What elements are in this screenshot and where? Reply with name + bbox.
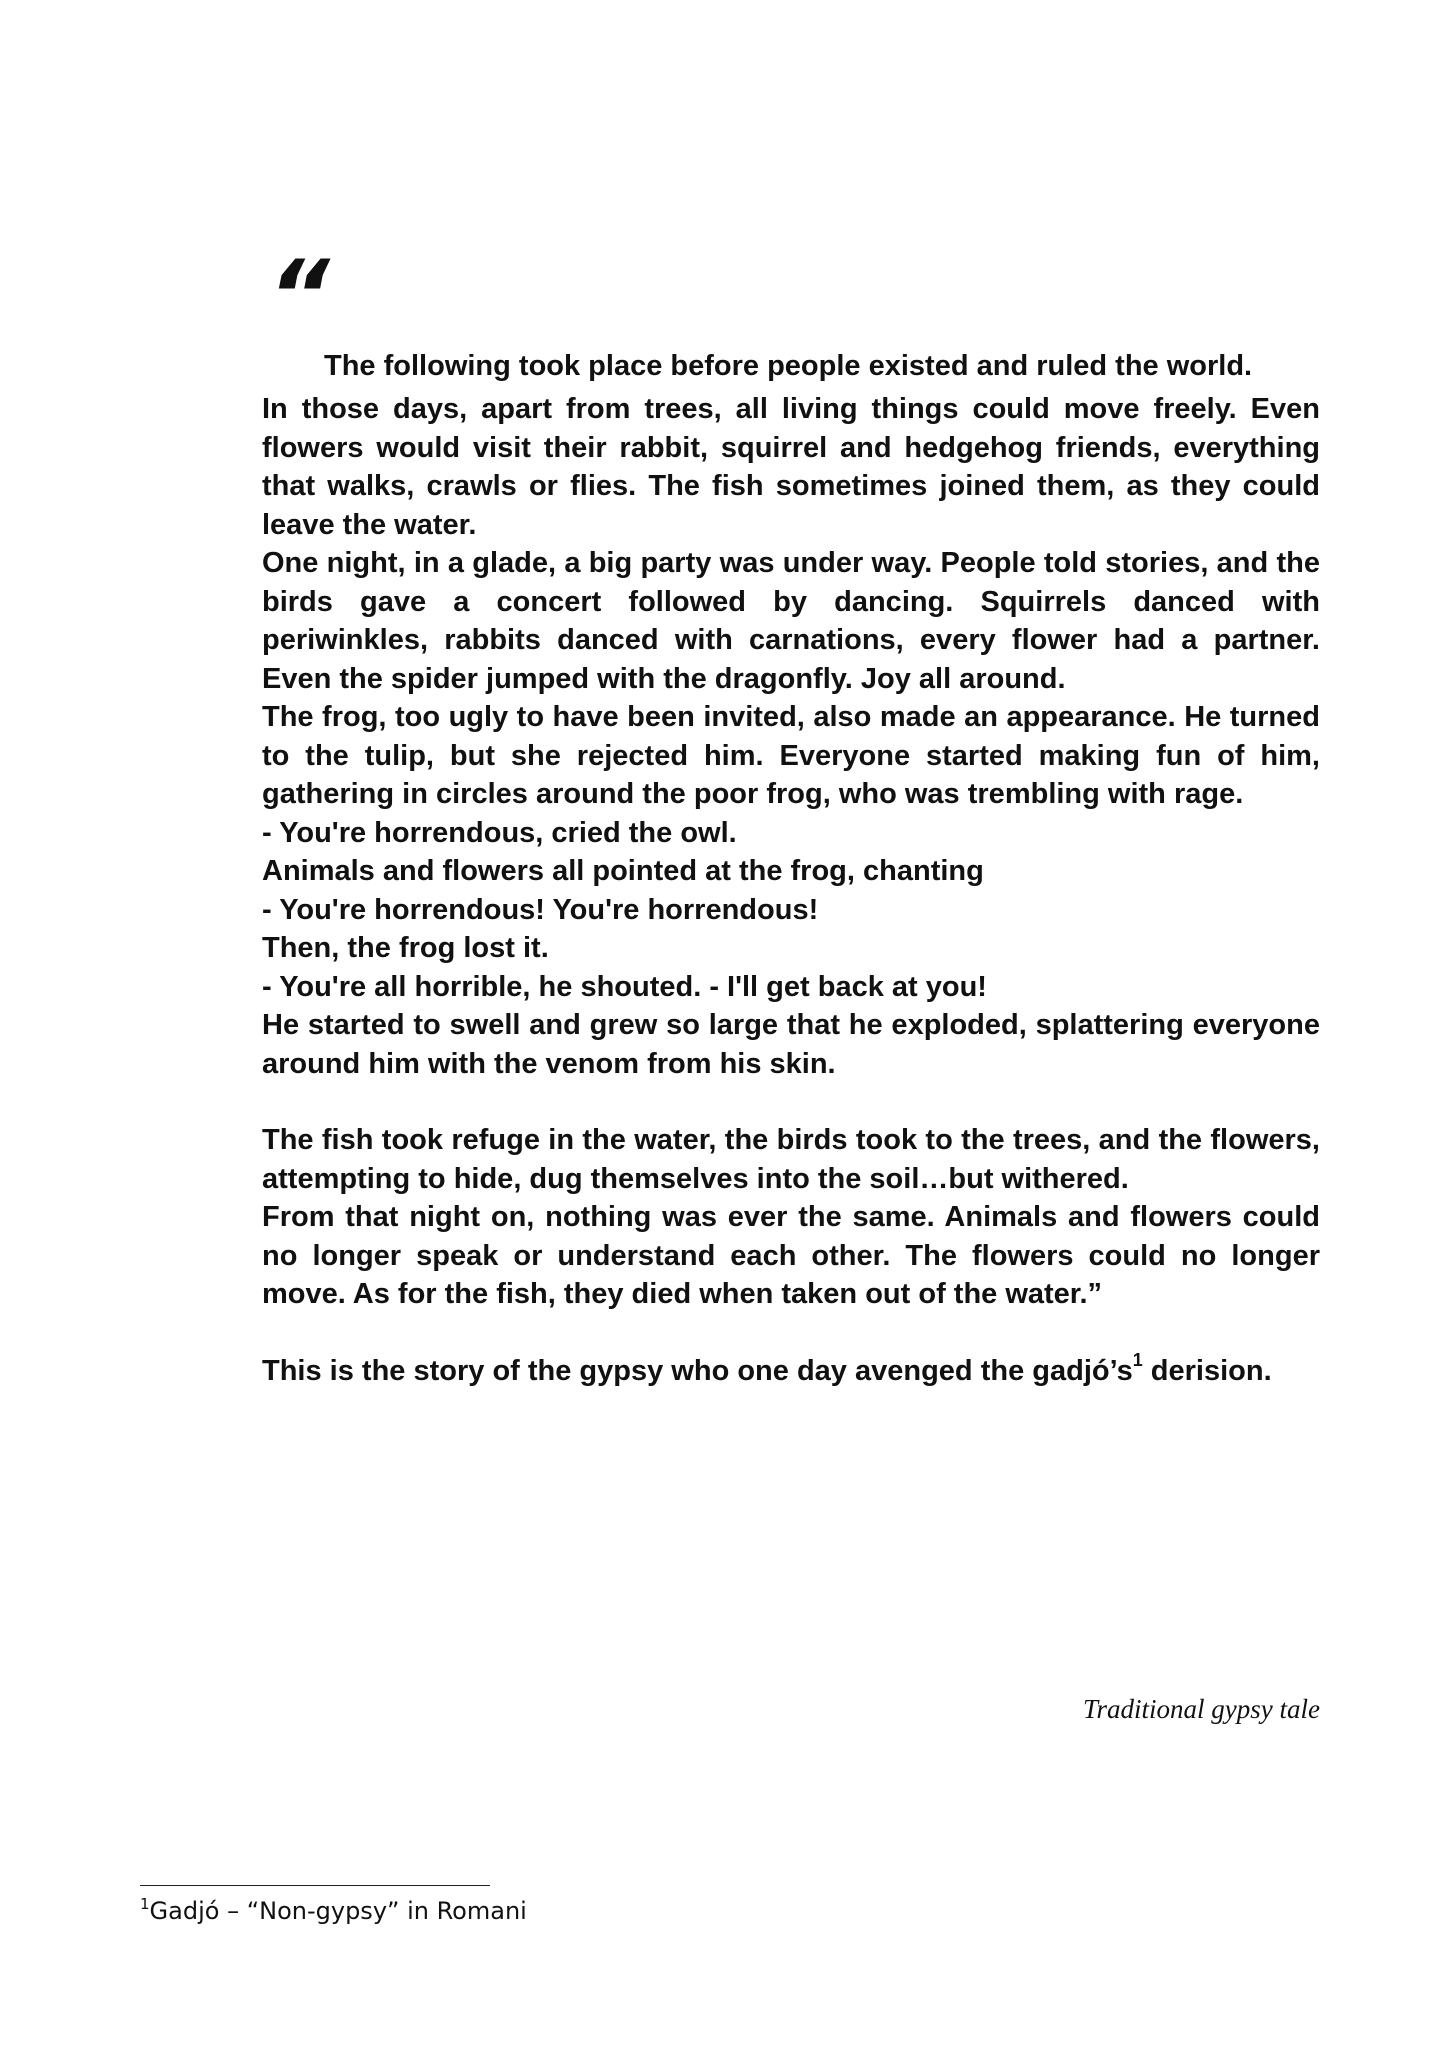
- story-paragraph-2: In those days, apart from trees, all living things could move freely. Even flowers would visit their rabbit, squirrel and hedgehog friends, everything that walks, crawls or flies. The fish sometimes joined them, as they could leave the water.: [262, 393, 1320, 541]
- story-body: [262, 336, 1320, 1390]
- footnote-reference: 1: [1132, 1349, 1143, 1370]
- story-dialogue-chant: - You're horrendous! You're horrendous!: [262, 893, 819, 926]
- story-closing-line: [262, 1349, 1320, 1391]
- footnote-text: Gadjó – “Non-gypsy” in Romani: [149, 1897, 527, 1925]
- opening-quote-mark: “: [268, 240, 330, 352]
- story-paragraph-3: One night, in a glade, a big party was under way. People told stories, and the birds gave a concert followed by dancing. Squirrels danced with periwinkles, rabbits danced with carnations, every flower had a partner. Even the spider jumped with the dragonfly. Joy all around.: [262, 547, 1320, 695]
- closing-line-end: derision.: [1150, 1354, 1272, 1387]
- story-paragraph-4: The frog, too ugly to have been invited, also made an appearance. He turned to the tulip, but she rejected him. Everyone started making fun of him, gathering in circles around the poor frog, who was trembling with rage.: [262, 701, 1320, 810]
- story-paragraph-ending: From that night on, nothing was ever the same. Animals and flowers could no longer speak or understand each other. The flowers could no longer move. As for the fish, they died when taken out of the water.”: [262, 1201, 1320, 1310]
- closing-line-text: This is the story of the gypsy who one day avenged the gadjó’s: [262, 1354, 1133, 1387]
- story-paragraph-1: The following took place before people existed and ruled the world.: [324, 350, 1253, 382]
- story-dialogue-owl: - You're horrendous, cried the owl.: [262, 816, 737, 849]
- story-paragraph-chanting: Animals and flowers all pointed at the frog, chanting: [262, 855, 984, 887]
- story-paragraph-frog-lost-it: Then, the frog lost it.: [262, 932, 549, 964]
- story-paragraph-refuge: The fish took refuge in the water, the birds took to the trees, and the flowers, attempting to hide, dug themselves into the soil…but withered.: [262, 1124, 1320, 1195]
- attribution: Traditional gypsy tale: [1082, 1694, 1320, 1724]
- footnote: [140, 1897, 527, 1925]
- footnote-divider: [140, 1885, 490, 1886]
- story-dialogue-frog: - You're all horrible, he shouted. - I'll get back at you!: [262, 970, 987, 1003]
- footnote-marker: 1: [140, 1895, 150, 1913]
- story-paragraph-explosion: He started to swell and grew so large that he exploded, splattering everyone around him with the venom from his skin.: [262, 1009, 1320, 1080]
